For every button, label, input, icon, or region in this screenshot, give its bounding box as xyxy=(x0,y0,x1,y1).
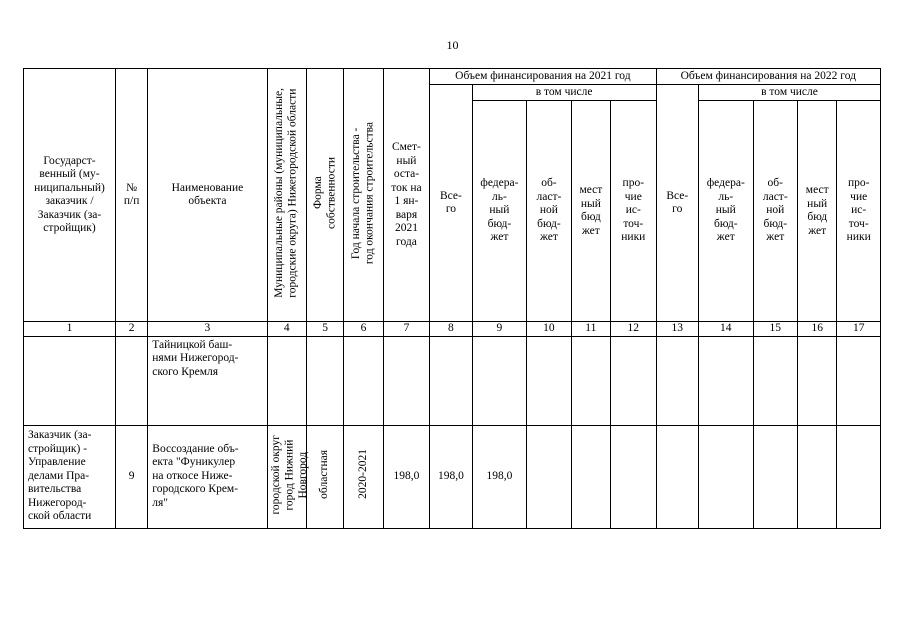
column-number: 11 xyxy=(571,322,610,337)
header-total-2021: Все- го xyxy=(430,85,472,322)
cell-district xyxy=(267,336,306,425)
header-including-2021: в том числе xyxy=(472,85,656,101)
header-local-2022: мест ный бюд жет xyxy=(798,101,837,322)
header-fin-2021: Объем финансирования на 2021 год xyxy=(430,69,656,85)
column-number: 2 xyxy=(115,322,147,337)
column-number: 14 xyxy=(698,322,753,337)
column-number: 17 xyxy=(837,322,881,337)
cell-years-text: 2020-2021 xyxy=(356,449,369,500)
cell-estimate: 198,0 xyxy=(383,425,429,528)
cell-district xyxy=(267,425,309,528)
header-federal-2021: федера- ль- ный бюд- жет xyxy=(472,101,527,322)
cell-estimate xyxy=(383,336,429,425)
column-number-row xyxy=(24,322,881,337)
cell-federal-2021: 198,0 xyxy=(472,425,527,528)
cell-customer: Заказчик (за- стройщик) - Управление делами Пра- вительства Нижегород- ской области xyxy=(24,425,116,528)
header-ownership xyxy=(306,69,343,322)
cell-empty xyxy=(571,336,610,425)
cell-num xyxy=(115,336,147,425)
cell-empty xyxy=(753,336,797,425)
cell-years xyxy=(344,336,383,425)
table-row xyxy=(24,336,881,425)
header-estimate: Смет- ный оста- ток на 1 ян- варя 2021 года xyxy=(383,69,429,322)
header-other-2022: про- чие ис- точ- ники xyxy=(837,101,881,322)
header-customer: Государст- венный (му- ниципальный) заказчик / Заказчик (за- стройщик) xyxy=(24,69,116,322)
column-number: 8 xyxy=(430,322,472,337)
column-number: 10 xyxy=(527,322,571,337)
column-number: 6 xyxy=(344,322,383,337)
cell-object-name: Тайницкой баш- нями Нижегород- ского Кремля xyxy=(148,336,267,425)
cell-empty xyxy=(611,336,657,425)
financing-table xyxy=(23,68,881,529)
cell-district-text: городской округ город Нижний Новгород xyxy=(269,434,309,514)
cell-empty xyxy=(698,336,753,425)
cell-empty xyxy=(798,336,837,425)
cell-federal-2021 xyxy=(472,336,527,425)
header-local-2021: мест ный бюд жет xyxy=(571,101,610,322)
cell-empty xyxy=(571,425,610,528)
column-number: 12 xyxy=(611,322,657,337)
cell-total-2021 xyxy=(430,336,472,425)
cell-num: 9 xyxy=(115,425,147,528)
cell-years xyxy=(344,425,383,528)
header-district xyxy=(267,69,306,322)
cell-object-name: Воссоздание объ- екта "Фуникулер на откосе Ниже- городского Крем- ля" xyxy=(148,425,267,528)
cell-customer xyxy=(24,336,116,425)
header-regional-2021: об- ласт- ной бюд- жет xyxy=(527,101,571,322)
column-number: 5 xyxy=(306,322,343,337)
cell-empty xyxy=(837,425,881,528)
header-including-2022: в том числе xyxy=(698,85,880,101)
column-number: 7 xyxy=(383,322,429,337)
header-district-text: Муниципальные районы (муниципальные, городские округа) Нижегородской области xyxy=(273,87,299,298)
header-fin-2022: Объем финансирования на 2022 год xyxy=(656,69,880,85)
cell-empty xyxy=(837,336,881,425)
column-number: 1 xyxy=(24,322,116,337)
cell-ownership xyxy=(306,336,343,425)
page-number: 10 xyxy=(446,38,459,52)
cell-empty xyxy=(753,425,797,528)
header-total-2022: Все- го xyxy=(656,85,698,322)
header-other-2021: про- чие ис- точ- ники xyxy=(611,101,657,322)
column-number: 13 xyxy=(656,322,698,337)
header-years xyxy=(344,69,383,322)
cell-empty xyxy=(611,425,657,528)
column-number: 16 xyxy=(798,322,837,337)
header-federal-2022: федера- ль- ный бюд- жет xyxy=(698,101,753,322)
header-ownership-text: Форма собственности xyxy=(311,156,338,229)
header-num: № п/п xyxy=(115,69,147,322)
header-years-text: Год начала строительства - год окончания строительства xyxy=(350,121,376,264)
cell-total-2021: 198,0 xyxy=(430,425,472,528)
cell-empty xyxy=(798,425,837,528)
column-number: 15 xyxy=(753,322,797,337)
column-number: 4 xyxy=(267,322,306,337)
cell-empty xyxy=(656,425,698,528)
header-object-name: Наименование объекта xyxy=(148,69,267,322)
column-number: 3 xyxy=(148,322,267,337)
table-row xyxy=(24,425,881,528)
cell-empty xyxy=(527,425,571,528)
cell-ownership-text: областная xyxy=(318,449,331,499)
cell-ownership xyxy=(306,425,343,528)
cell-empty xyxy=(698,425,753,528)
column-number: 9 xyxy=(472,322,527,337)
header-regional-2022: об- ласт- ной бюд- жет xyxy=(753,101,797,322)
cell-empty xyxy=(656,336,698,425)
cell-empty xyxy=(527,336,571,425)
